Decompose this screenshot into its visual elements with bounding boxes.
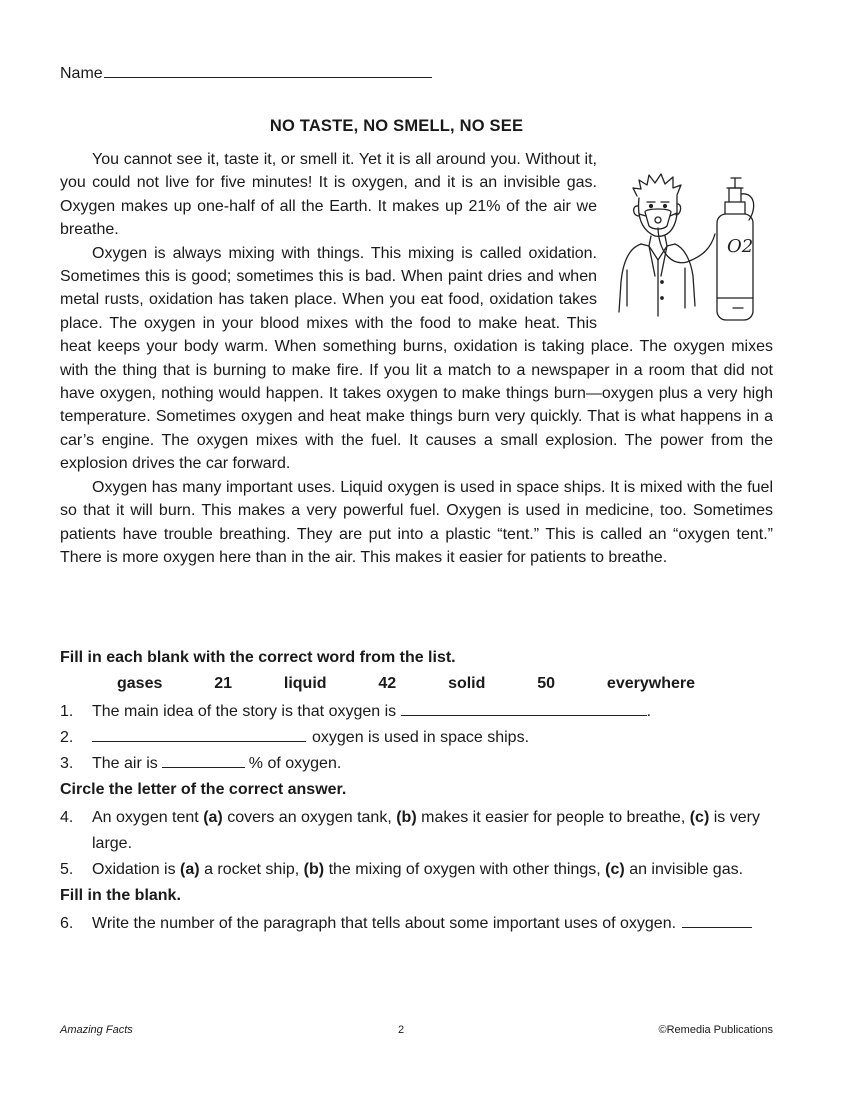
name-blank-line[interactable] <box>104 62 432 78</box>
answer-blank[interactable] <box>682 912 752 928</box>
question-number: 3. <box>60 755 74 772</box>
page-number: 2 <box>398 1024 405 1036</box>
name-field[interactable] <box>60 62 432 83</box>
section-3-heading: Fill in the blank. <box>60 887 181 904</box>
footer-publisher: ©Remedia Publications <box>658 1024 773 1036</box>
story-text <box>60 148 773 569</box>
option-a[interactable]: (a) <box>180 861 200 878</box>
question-5 <box>60 857 773 883</box>
word-bank-item: 21 <box>214 675 233 692</box>
question-number: 1. <box>60 703 74 720</box>
answer-blank[interactable] <box>162 752 245 768</box>
page-footer <box>60 1024 773 1036</box>
question-number: 6. <box>60 915 74 932</box>
section-2-heading: Circle the letter of the correct answer. <box>60 781 347 798</box>
question-number: 5. <box>60 861 74 878</box>
option-c[interactable]: (c) <box>689 809 710 826</box>
question-text: makes it easier for people to breathe, <box>421 809 686 826</box>
word-bank-item: everywhere <box>606 675 695 692</box>
question-text: covers an oxygen tank, <box>227 809 392 826</box>
word-bank-item: solid <box>448 675 486 692</box>
question-4 <box>60 805 773 857</box>
question-number: 2. <box>60 729 74 746</box>
exercises <box>60 647 773 937</box>
word-bank-item: gases <box>117 675 163 692</box>
question-text: is very large. <box>92 809 760 852</box>
word-bank-item: 50 <box>537 675 556 692</box>
option-b[interactable]: (b) <box>396 809 417 826</box>
section-1-heading: Fill in each blank with the correct word from the list. <box>60 649 456 666</box>
paragraph-2: Oxygen is always mixing with things. This mixing is called oxidation. Sometimes this is good; sometimes this is bad. When paint dries and when metal rusts, oxidation has taken place. When you eat food, oxidation takes place. The oxygen in your blood mixes with the food to make heat. This heat keeps your body warm. When something burns, oxidation is taking place. The oxygen mixes with the thing that is burning to make fire. If you lit a match to a newspaper in a room that did not have oxygen, nothing would happen. It takes oxygen to make things burn—oxygen plus a very high temperature. Sometimes oxygen and heat make things burn very quickly. That is what happens in a car’s engine. The oxygen mixes with the fuel. It causes a small explosion. The power from the explosion drives the car forward. <box>60 244 773 473</box>
answer-blank[interactable] <box>92 726 306 742</box>
question-text: the mixing of oxygen with other things, <box>328 861 601 878</box>
question-text: The main idea of the story is that oxygen is <box>92 703 397 720</box>
tank-label: O2 <box>727 236 754 257</box>
question-2 <box>60 725 773 751</box>
page-title: NO TASTE, NO SMELL, NO SEE <box>269 117 524 135</box>
question-text: oxygen is used in space ships. <box>312 729 530 746</box>
question-text: An oxygen tent <box>92 809 199 826</box>
word-bank-item: liquid <box>283 675 327 692</box>
option-a[interactable]: (a) <box>203 809 223 826</box>
question-end: . <box>646 703 652 720</box>
footer-book-title: Amazing Facts <box>60 1024 133 1036</box>
question-3 <box>60 751 773 777</box>
option-c[interactable]: (c) <box>605 861 625 878</box>
paragraph-3: Oxygen has many important uses. Liquid oxygen is used in space ships. It is mixed with the fuel so that it will burn. This makes a very powerful fuel. Oxygen is used in medicine, too. Sometimes patients have trouble breathing. They are put into a plastic “tent.” This is called an “oxygen tent.” There is more oxygen here than in the air. This makes it easier for patients to breathe. <box>60 478 773 566</box>
question-text: Oxidation is <box>92 861 176 878</box>
question-text: The air is <box>92 755 158 772</box>
question-1 <box>60 699 773 725</box>
word-bank-item: 42 <box>378 675 397 692</box>
oxygen-mask-illustration <box>615 158 773 324</box>
paragraph-1: You cannot see it, taste it, or smell it. Yet it is all around you. Without it, you could not live for five minutes! It is oxygen, and it is an invisible gas. Oxygen makes up one-half of all the Earth. It makes up 21% of the air we breathe. <box>60 151 597 239</box>
question-text: a rocket ship, <box>204 861 300 878</box>
name-label: Name <box>60 65 103 82</box>
question-text: Write the number of the paragraph that tells about some important uses of oxygen. <box>92 915 677 932</box>
question-6 <box>60 911 773 937</box>
word-bank <box>60 673 773 699</box>
option-b[interactable]: (b) <box>303 861 325 878</box>
question-text: an invisible gas. <box>629 861 744 878</box>
question-text: % of oxygen. <box>248 755 342 772</box>
answer-blank[interactable] <box>401 700 647 716</box>
question-number: 4. <box>60 809 74 826</box>
